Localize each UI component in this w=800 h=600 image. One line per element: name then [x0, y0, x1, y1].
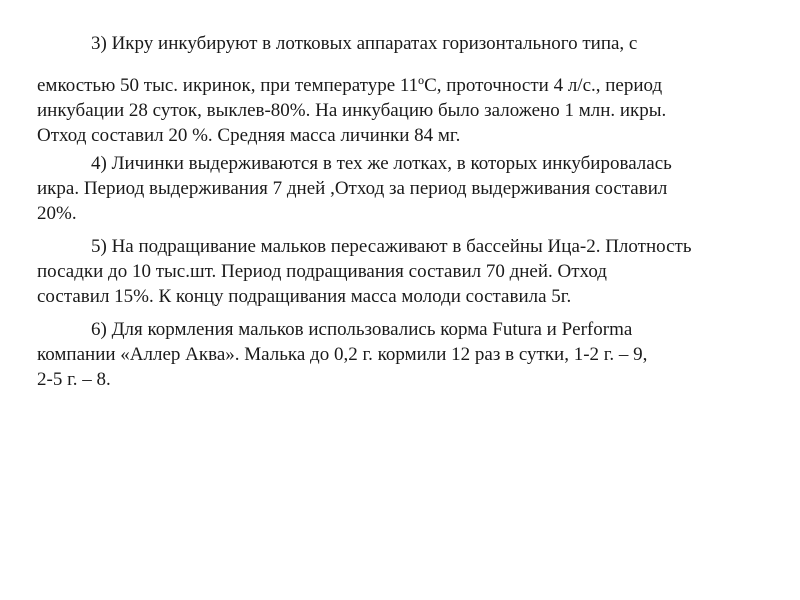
paragraph-5-line-3: составил 15%. К концу подращивания масса молоди составила 5г.: [37, 286, 572, 307]
paragraph-3-line-4: Отход составил 20 %. Средняя масса личинки 84 мг.: [37, 125, 461, 146]
paragraph-4-line-1: 4) Личинки выдерживаются в тех же лотках, в которых инкубировалась: [91, 153, 672, 174]
paragraph-5-line-1: 5) На подращивание мальков пересаживают в бассейны Ица-2. Плотность: [91, 236, 692, 257]
paragraph-3-line-3: инкубации 28 суток, выклев-80%. На инкубацию было заложено 1 млн. икры.: [37, 100, 667, 121]
paragraph-3-line-2: емкостью 50 тыс. икринок, при температуре 11ºС, проточности 4 л/с., период: [37, 75, 663, 96]
paragraph-6-line-1: 6) Для кормления мальков использовались корма Futura и Performa: [91, 319, 633, 340]
paragraph-6-line-2: компании «Аллер Аква». Малька до 0,2 г. кормили 12 раз в сутки, 1-2 г. – 9,: [37, 344, 648, 365]
paragraph-3-line-1: 3) Икру инкубируют в лотковых аппаратах горизонтального типа, с: [91, 33, 638, 54]
paragraph-6-line-3: 2-5 г. – 8.: [37, 369, 111, 390]
paragraph-5-line-2: посадки до 10 тыс.шт. Период подращивания составил 70 дней. Отход: [37, 261, 607, 282]
paragraph-4-line-2: икра. Период выдерживания 7 дней ,Отход за период выдерживания составил: [37, 178, 668, 199]
paragraph-4-line-3: 20%.: [37, 203, 77, 224]
